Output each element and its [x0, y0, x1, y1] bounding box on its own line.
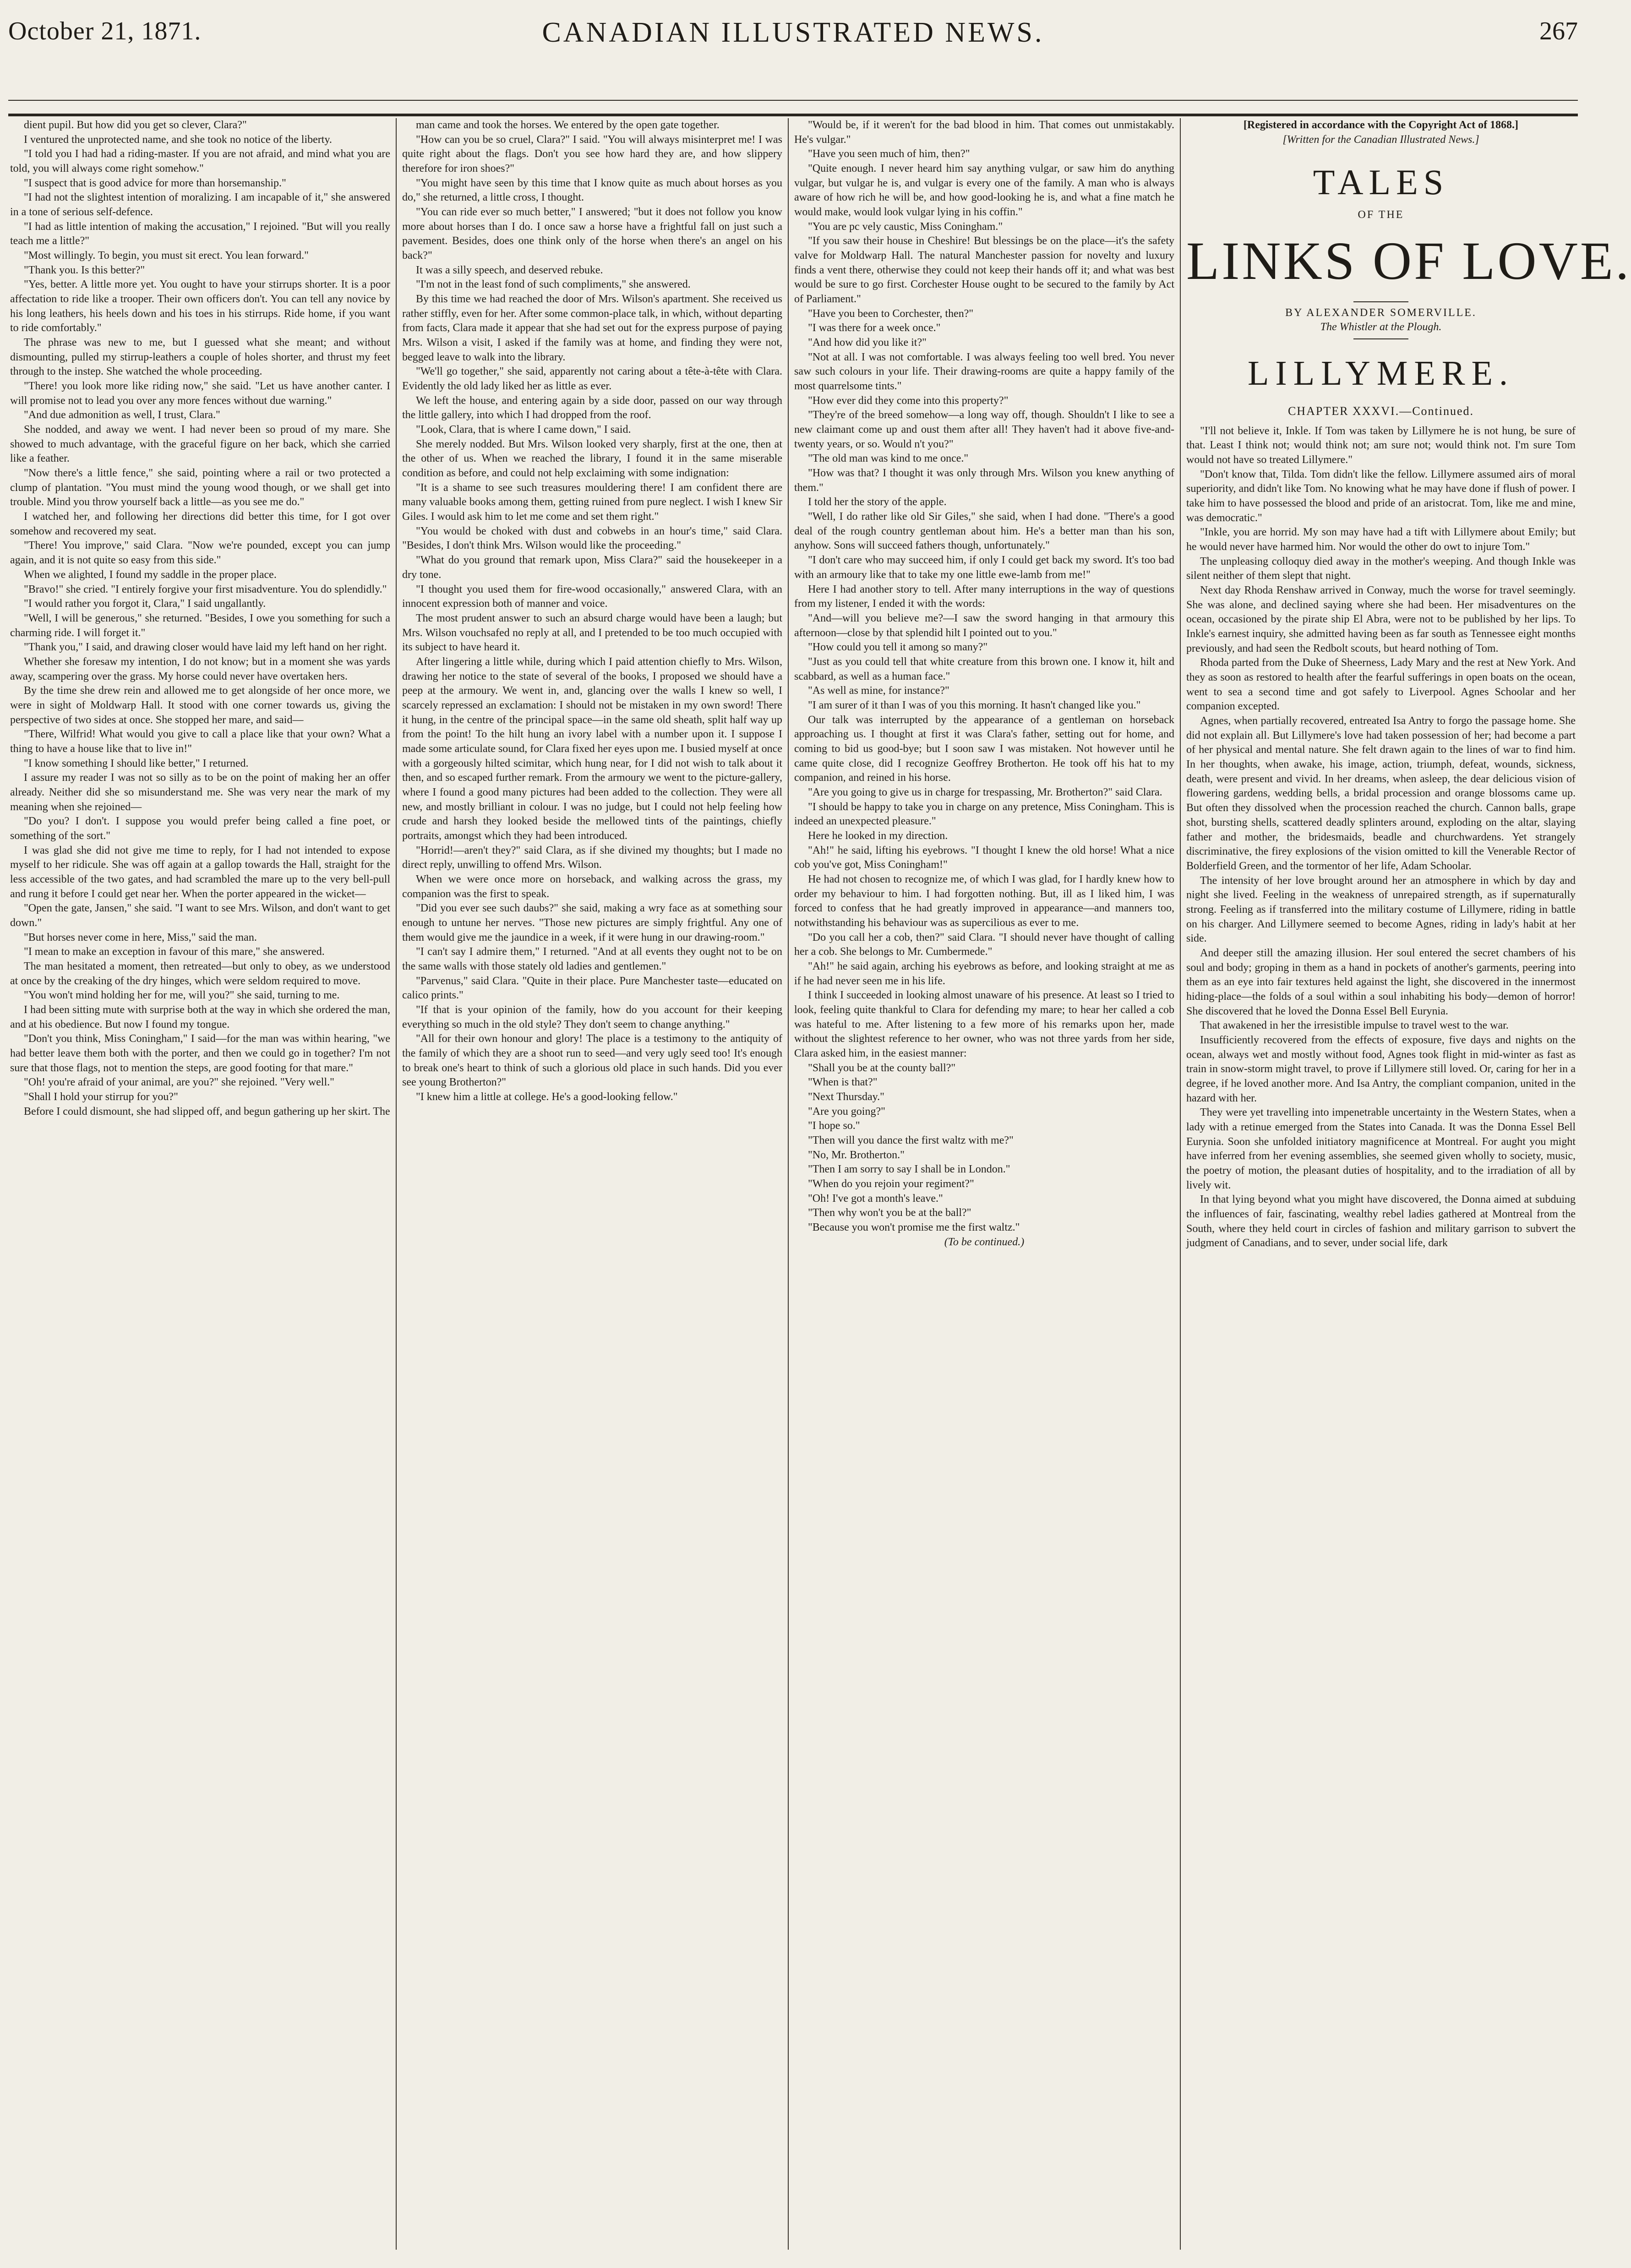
paragraph: "Then I am sorry to say I shall be in London." — [808, 1163, 1010, 1176]
paragraph: "Quite enough. I never heard him say anything vulgar, or saw him do anything vulgar, but vulgar he is, and vulgar is every one of the family. A man who is always aware of how rich he will be, and how good-looking he is, and what a fine match he would make, would look vulgar lying in his coffin." — [794, 163, 1174, 218]
paragraph: "But horses never come in here, Miss," said the man. — [24, 931, 257, 943]
paragraph: I watched her, and following her directions did better this time, for I got over somehow and recovered my seat. — [10, 511, 390, 537]
paragraph: "I should be happy to take you in charge on any pretence, Miss Coningham. This is indeed an unexpected pleasure." — [794, 801, 1174, 828]
paragraph: When we alighted, I found my saddle in the proper place. — [24, 568, 277, 581]
column-divider — [1180, 118, 1181, 2250]
paragraph: "I knew him a little at college. He's a good-looking fellow." — [416, 1091, 678, 1103]
paragraph: I think I succeeded in looking almost unaware of his presence. At least so I tried to look, feeling quite thankful to Clara for defending my mare; to hear her called a cob was hateful to me. After listening to a few more of his remarks upon her, made without the slightest reference to her owner, who was not three yards from her side, Clara asked him, in the easiest manner: — [794, 989, 1174, 1059]
paragraph: "I can't say I admire them," I returned. "And at all events they ought not to be on the same walls with those stately old ladies and gentlemen." — [402, 946, 782, 972]
paragraph: "You would be choked with dust and cobwebs in an hour's time," said Clara. "Besides, I don't think Mrs. Wilson would like the proceeding." — [402, 525, 782, 552]
written-for-notice: [Written for the Canadian Illustrated News.] — [1282, 133, 1479, 146]
paragraph: "Ah!" he said, lifting his eyebrows. "I thought I knew the old horse! What a nice cob you've got, Miss Coningham!" — [794, 844, 1174, 871]
paragraph: "How ever did they come into this property?" — [808, 394, 1009, 407]
paragraph: "What do you ground that remark upon, Miss Clara?" said the housekeeper in a dry tone. — [402, 554, 782, 581]
paragraph: "Look, Clara, that is where I came down," I said. — [416, 424, 631, 436]
paragraph: "I mean to make an exception in favour of this mare," she answered. — [24, 946, 325, 958]
paragraph: "As well as mine, for instance?" — [808, 685, 949, 697]
paragraph: "Did you ever see such daubs?" she said, making a wry face as at something sour enough to untune her nerves. "Those new pictures are simply frightful. Any one of them would give me the jaundice in a week, if it were hung in our drawing-room." — [402, 902, 782, 943]
paragraph: I had been sitting mute with surprise both at the way in which she ordered the man, and at his obedience. But now I found my tongue. — [10, 1003, 390, 1030]
paragraph: "Oh! I've got a month's leave." — [808, 1192, 943, 1205]
title-rule — [1353, 338, 1408, 339]
story-title: LILLYMERE. — [1248, 354, 1514, 393]
paragraph: "There! you look more like riding now," she said. "Let us have another canter. I will promise not to lead you over any more fences without due warning." — [10, 380, 390, 407]
paragraph: "I suspect that is good advice for more than horsemanship." — [24, 177, 286, 189]
paragraph: "You are pc vely caustic, Miss Coningham." — [808, 220, 1003, 233]
author-byline: BY ALEXANDER SOMERVILLE. — [1285, 306, 1477, 319]
paragraph: "When do you rejoin your regiment?" — [808, 1178, 974, 1190]
paragraph: "I thought you used them for fire-wood occasionally," answered Clara, with an innocent expression both of manner and voice. — [402, 583, 782, 610]
paragraph: "Oh! you're afraid of your animal, are you?" she rejoined. "Very well." — [24, 1076, 334, 1089]
paragraph: "There, Wilfrid! What would you give to call a place like that your own? What a thing to have a house like that to live in!" — [10, 728, 390, 755]
paragraph: "The old man was kind to me once." — [808, 453, 969, 465]
masthead-title: CANADIAN ILLUSTRATED NEWS. — [542, 17, 1044, 48]
column-divider — [396, 118, 397, 2250]
paragraph: "When is that?" — [808, 1076, 878, 1089]
paragraph: "Inkle, you are horrid. My son may have had a tift with Lillymere about Emily; but he would never have harmed him. Nor would the other do owt to injure Tom." — [1186, 526, 1576, 553]
page-number: 267 — [1539, 17, 1578, 45]
paragraph: After lingering a little while, during which I paid attention chiefly to Mrs. Wilson, drawing her notice to the state of several of the books, I proposed we should have a peep at the armoury. We went in, and, glancing over the walls I knew so well, I scarcely repressed an exclamation: I should not be mistaken in my own sword! There it hung, in the centre of the principal space—in the same old sheath, split half way up from the point! To the hilt hung an ivory label with a number upon it. I suppose I made some articulate sound, for Clara fixed her eyes upon me. I busied myself at once with a gorgeously hilted scimitar, which hung near, for I did not wish to talk about it then, and so escaped further remark. From the armoury we went to the picture-gallery, where I found a good many pictures had been added to the collection. They were all new, and mostly brilliant in colour. I was no judge, but I could not help feeling how crude and harsh they looked beside the mellowed tints of the paintings, chiefly portraits, amongst which they had been introduced. — [402, 655, 782, 842]
paragraph: I told her the story of the apple. — [808, 496, 947, 508]
paragraph: "And due admonition as well, I trust, Clara." — [24, 409, 220, 421]
paragraph: The most prudent answer to such an absurd charge would have been a laugh; but Mrs. Wilson vouchsafed no reply at all, and I pretended to be too much occupied with its subject to have heard it. — [402, 612, 782, 654]
paragraph: That awakened in her the irresistible impulse to travel west to the war. — [1200, 1020, 1509, 1032]
column-4-paragraphs — [1186, 424, 1576, 1251]
paragraph: "I don't care who may succeed him, if only I could get back my sword. It's too bad with an armoury like that to take my one little ewe-lamb from me!" — [794, 554, 1174, 581]
paragraph: "We'll go together," she said, apparently not caring about a tête-à-tête with Clara. Evidently the old lady liked her as little as ever. — [402, 365, 782, 393]
series-connector: OF THE — [1358, 209, 1404, 221]
paragraph: "You won't mind holding her for me, will you?" she said, turning to me. — [24, 989, 340, 1002]
paragraph: "And—will you believe me?—I saw the sword hanging in that armoury this afternoon—close by that splendid hilt I pointed out to you." — [794, 612, 1174, 639]
paragraph: "I had as little intention of making the accusation," I rejoined. "But will you really teach me a little?" — [10, 220, 390, 247]
paragraph: "I'll not believe it, Inkle. If Tom was taken by Lillymere he is not hung, be sure of that. Least I think not; would think not; am sure not; would think not. I'm sure Tom would not have so treated Lillymere." — [1186, 425, 1576, 466]
paragraph: Our talk was interrupted by the appearance of a gentleman on horseback approaching us. I thought at first it was Clara's father, setting out for home, and coming to bid us good-bye; but I soon saw I was mistaken. Not however until he came quite close, did I recognize Geoffrey Brotherton. He took off his hat to my companion, and reined in his horse. — [794, 714, 1174, 784]
paragraph: "Well, I will be generous," she returned. "Besides, I owe you something for such a charming ride. I will forget it." — [10, 612, 390, 639]
paragraph: "How was that? I thought it was only through Mrs. Wilson you knew anything of them." — [794, 467, 1174, 494]
paragraph: "Shall you be at the county ball?" — [808, 1062, 956, 1074]
column-3-paragraphs — [794, 118, 1174, 1235]
paragraph: "Then why won't you be at the ball?" — [808, 1207, 971, 1219]
paragraph: "They're of the breed somehow—a long way off, though. Shouldn't I like to see a new claimant come up and oust them after all! They haven't had it above five-and-twenty years, or so. Would n't you?" — [794, 409, 1174, 450]
book-title: LINKS OF LOVE. — [1186, 230, 1631, 291]
paragraph: "If that is your opinion of the family, how do you account for their keeping everything so much in the old style? They don't seem to change anything." — [402, 1003, 782, 1030]
paragraph: He had not chosen to recognize me, of which I was glad, for I hardly knew how to order my behaviour to him. I had forgotten nothing. But, ill as I liked him, I was forced to confess that he had greatly improved in appearance—and manners too, notwithstanding his behaviour was as supercilious as ever to me. — [794, 873, 1174, 929]
paragraph: She nodded, and away we went. I had never been so proud of my mare. She showed to much advantage, with the graceful figure on her back, which she carried like a feather. — [10, 424, 390, 465]
paragraph: "I hope so." — [808, 1120, 860, 1132]
column-1 — [10, 118, 390, 2259]
paragraph: I ventured the unprotected name, and she took no notice of the liberty. — [24, 133, 332, 146]
paragraph: By this time we had reached the door of Mrs. Wilson's apartment. She received us rather stiffly, even for her. After some common-place talk, in which, without departing from facts, Clara made it appear that she had set out for the express purpose of paying Mrs. Wilson a visit, I asked if the family was at home, and finding they were not, begged leave to walk into the library. — [402, 293, 782, 363]
issue-date: October 21, 1871. — [8, 17, 202, 45]
paragraph: "I am surer of it than I was of you this morning. It hasn't changed like you." — [808, 699, 1141, 711]
paragraph: "Would be, if it weren't for the bad blood in him. That comes out unmistakably. He's vulgar." — [794, 119, 1174, 146]
paragraph: "Ah!" he said again, arching his eyebrows as before, and looking straight at me as if he had never seen me in his life. — [794, 960, 1174, 987]
column-2 — [402, 118, 782, 2259]
to-be-continued: (To be continued.) — [944, 1236, 1025, 1248]
paragraph: "And how did you like it?" — [808, 337, 927, 349]
paragraph: "All for their own honour and glory! The place is a testimony to the antiquity of the family of which they are a shoot run to seed—and very ugly seed too! It's enough to break one's heart to think of such a glorious old place in such hands. Did you ever see young Brotherton?" — [402, 1033, 782, 1089]
paragraph: "I had not the slightest intention of moralizing. I am incapable of it," she answered in a tone of serious self-defence. — [10, 191, 390, 218]
page-header — [8, 8, 1578, 116]
paragraph: In that lying beyond what you might have discovered, the Donna aimed at subduing the influences of fair, fascinating, wealthy rebel ladies gathered at Montreal from the South, where they held court in circles of fashion and military garrison to subvert the judgment of Canadians, and to sever, under social life, dark — [1186, 1194, 1576, 1249]
paragraph: I was glad she did not give me time to reply, for I had not intended to expose myself to her ridicule. She was off again at a gallop towards the Hall, straight for the less accessible of the two gates, and had scrambled the mare up to the very bell-pull and rung it before I could get near her. When the porter appeared in the wicket— — [10, 844, 390, 900]
paragraph: Agnes, when partially recovered, entreated Isa Antry to forgo the passage home. She did not explain all. But Lillymere's love had taken possession of her; had become a part of her physical and mental nature. She felt drawn again to the lines of war to find him. In her thoughts, when awake, his image, action, triumph, defeat, wounds, sickness, death, were present and vivid. In her dreams, when asleep, the dear delicious vision of flowering gardens, wedding bells, a bridal procession and orange blossoms came up. But often they dissolved when the procession reached the church. Cannon balls, grape shot, bursting shells, scattered deadly splinters around, exploding on the altar, slaying father and mother, the bridesmaids, beadle and churchwardens. Yet strangely discriminative, the firey explosions of the vision omitted to kill the Venerable Rector of Bolderfield Green, and the tormentor of her life, Adam Schoolar. — [1186, 715, 1576, 872]
paragraph: "Well, I do rather like old Sir Giles," she said, when I had done. "There's a good deal of the rough country gentleman about him. He's a better man than his son, anyhow. Sons will succeed fathers though, unfortunately." — [794, 511, 1174, 552]
paragraph: "Have you seen much of him, then?" — [808, 148, 970, 160]
column-divider — [788, 118, 789, 2250]
paragraph: "Thank you," I said, and drawing closer would have laid my left hand on her right. — [24, 641, 387, 654]
paragraph: Rhoda parted from the Duke of Sheerness, Lady Mary and the rest at New York. And they as soon as restored to health after the fearful sufferings in open boats on the ocean, went to sea a second time and got safely to Liverpool. Agnes Schoolar and her companion excepted. — [1186, 657, 1576, 713]
paragraph: "If you saw their house in Cheshire! But blessings be on the place—it's the safety valve for Moldwarp Hall. The natural Manchester passion for novelty and luxury finds a vent there, otherwise they could not keep their hands off it; and what was best would be sure to go first. Corchester House ought to be secured to the family by Act of Parliament." — [794, 235, 1174, 305]
paragraph: "Do you? I don't. I suppose you would prefer being called a fine poet, or something of the sort." — [10, 815, 390, 842]
paragraph: And deeper still the amazing illusion. Her soul entered the secret chambers of his soul and body; groping in them as a hand in pockets of another's garments, peering into them as an eye into fair textures held against the light, she discovered in the innermost hiding-place—the folds of a soul within a soul inhabiting his body—demon of horror! She discovered that he loved the Donna Essel Bell Eurynia. — [1186, 947, 1576, 1017]
paragraph: "Thank you. Is this better?" — [24, 264, 145, 276]
paragraph: They were yet travelling into impenetrable uncertainty in the Western States, when a lady with a retinue emerged from the States into Canada. It was the Donna Essel Bell Eurynia. Soon she unfolded initiatory magnificence at Montreal. For aught you might have inferred from her evening assemblies, she seemed given wholly to society, music, the poetry of motion, the pleasant duties of hospitality, and to the irradiation of all by lively wit. — [1186, 1107, 1576, 1191]
paragraph: "Shall I hold your stirrup for you?" — [24, 1091, 178, 1103]
paragraph: "Are you going?" — [808, 1105, 885, 1118]
paragraph: Here I had another story to tell. After many interruptions in the way of questions from my listener, I ended it with the words: — [794, 583, 1174, 610]
paragraph: "Now there's a little fence," she said, pointing where a rail or two protected a clump of plantation. "You must mind the young wood though, or we shall get into trouble. Mind you throw yourself back a little—as you see me do." — [10, 467, 390, 508]
paragraph: "Just as you could tell that white creature from this brown one. I know it, hilt and scabbard, as well as a human face." — [794, 655, 1174, 682]
series-title: TALES — [1313, 162, 1449, 202]
paragraph: It was a silly speech, and deserved rebuke. — [416, 264, 603, 276]
paragraph: "Open the gate, Jansen," she said. "I want to see Mrs. Wilson, and don't want to get down." — [10, 902, 390, 929]
paragraph: "Don't you think, Miss Coningham," I said—for the man was within hearing, "we had better leave them both with the porter, and then we could go in together? I'm not sure that those flags, not to mention the steps, are good footing for that mare." — [10, 1033, 390, 1074]
paragraph: "Next Thursday." — [808, 1091, 884, 1103]
paragraph: "Because you won't promise me the first waltz." — [808, 1221, 1020, 1234]
paragraph: She merely nodded. But Mrs. Wilson looked very sharply, first at the one, then at the other of us. When we reached the library, I found it in the same miserable condition as before, and could not help exclaiming with some indignation: — [402, 438, 782, 480]
paragraph: "There! You improve," said Clara. "Now we're pounded, except you can jump again, and it is not quite so easy from this side." — [10, 540, 390, 567]
paragraph: Insufficiently recovered from the effects of exposure, five days and nights on the ocean, always wet and mostly without food, Agnes took flight in mid-winter as fast as train in snow-storm might travel, to prove if Lillymere still loved. Or, caring for her in a degree, if he loved another more. And Isa Antry, the compliant companion, united in the hazard with her. — [1186, 1034, 1576, 1104]
paragraph: "Then will you dance the first waltz with me?" — [808, 1134, 1014, 1147]
paragraph: "Horrid!—aren't they?" said Clara, as if she divined my thoughts; but I made no direct reply, unwilling to offend Mrs. Wilson. — [402, 844, 782, 871]
paragraph: "Don't know that, Tilda. Tom didn't like the fellow. Lillymere assumed airs of moral superiority, and didn't like Tom. No knowing what he may have done if flush of power. I take him to have possessed the blood and pride of an aristocrat. Tom, like me and mine, was democratic." — [1186, 468, 1576, 524]
paragraph: "Yes, better. A little more yet. You ought to have your stirrups shorter. It is a poor affectation to ride like a trooper. Their own officers don't. You can tell any novice by his long leathers, his heels down and his toes in his stirrups. Ride home, if you want to ride comfortably." — [10, 278, 390, 334]
title-rule — [1353, 301, 1408, 302]
paragraph: "I was there for a week once." — [808, 322, 941, 334]
paragraph: Whether she foresaw my intention, I do not know; but in a moment she was yards away, scampering over the grass. My horse could never have overtaken hers. — [10, 655, 390, 682]
paragraph: When we were once more on horseback, and walking across the grass, my companion was the first to speak. — [402, 873, 782, 900]
column-3 — [794, 118, 1174, 2259]
header-rule — [8, 100, 1578, 101]
paragraph: man came and took the horses. We entered by the open gate together. — [416, 119, 720, 131]
paragraph: dient pupil. But how did you get so clever, Clara?" — [24, 119, 247, 131]
paragraph: "I know something I should like better," I returned. — [24, 757, 249, 769]
author-epithet: The Whistler at the Plough. — [1320, 321, 1442, 333]
paragraph: "No, Mr. Brotherton." — [808, 1149, 905, 1161]
paragraph: "Parvenus," said Clara. "Quite in their place. Pure Manchester taste—educated on calico prints." — [402, 975, 782, 1002]
column-4 — [1186, 118, 1631, 2259]
paragraph: "Not at all. I was not comfortable. I was always feeling too well bred. You never saw such colours in your life. Their drawing-rooms are quite a happy family of the most quarrelsome tints." — [794, 351, 1174, 393]
paragraph: The phrase was new to me, but I guessed what she meant; and without dismounting, pulled my stirrup-leathers a couple of holes shorter, and thrust my feet through to the instep. She watched the whole proceeding. — [10, 337, 390, 378]
paragraph: The man hesitated a moment, then retreated—but only to obey, as we understood at once by the creaking of the dry hinges, which were seldom required to move. — [10, 960, 390, 987]
paragraph: The intensity of her love brought around her an atmosphere in which by day and night she lived. Feeling in the weakness of unrepaired strength, as if supernaturally strong. Feeling as if transferred into the military costume of Lillymere, riding in battle on his charger. And Lillymere seemed to become Agnes, riding in lady's habit at her side. — [1186, 874, 1576, 945]
chapter-heading: CHAPTER XXXVI.—Continued. — [1287, 404, 1474, 418]
paragraph: "I'm not in the least fond of such compliments," she answered. — [416, 278, 691, 291]
paragraph: We left the house, and entering again by a side door, passed on our way through the little gallery, into which I had dropped from the roof. — [402, 394, 782, 421]
paragraph: By the time she drew rein and allowed me to get alongside of her once more, we were in sight of Moldwarp Hall. It stood with one corner towards us, giving the perspective of two sides at once. She stopped her mare, and said— — [10, 685, 390, 726]
paragraph: Before I could dismount, she had slipped off, and begun gathering up her skirt. The — [24, 1105, 390, 1118]
paragraph: "Bravo!" she cried. "I entirely forgive your first misadventure. You do splendidly." — [24, 583, 387, 595]
paragraph: I assure my reader I was not so silly as to be on the point of making her an offer already. Neither did she so misunderstand me. She was very near the mark of my meaning when she rejoined— — [10, 772, 390, 813]
copyright-notice: [Registered in accordance with the Copyright Act of 1868.] — [1243, 119, 1519, 131]
paragraph: "How could you tell it among so many?" — [808, 641, 988, 654]
paragraph: "How can you be so cruel, Clara?" I said. "You will always misinterpret me! I was quite right about the flags. Don't you see how hard they are, and how slippery therefore for iron shoes?" — [402, 133, 782, 175]
paragraph: "Are you going to give us in charge for trespassing, Mr. Brotherton?" said Clara. — [808, 786, 1162, 798]
paragraph: "I told you I had had a riding-master. If you are not afraid, and mind what you are told, you will always come right somehow." — [10, 148, 390, 175]
paragraph: "It is a shame to see such treasures mouldering there! I am confident there are many valuable books among them, getting ruined from pure neglect. I wish I knew Sir Giles. I would ask him to let me come and set them right." — [402, 481, 782, 523]
paragraph: "Most willingly. To begin, you must sit erect. You lean forward." — [24, 250, 309, 262]
paragraph: The unpleasing colloquy died away in the mother's weeping. And though Inkle was silent neither of them slept that night. — [1186, 555, 1576, 582]
paragraph: "You can ride ever so much better," I answered; "but it does not follow you know more about horses than I do. I once saw a horse have a frightful fall on just such a pavement. Besides, does one think only of the horse when there's an angel on his back?" — [402, 206, 782, 262]
paragraph: "You might have seen by this time that I know quite as much about horses as you do," she returned, a little cross, I thought. — [402, 177, 782, 204]
paragraph: "Do you call her a cob, then?" said Clara. "I should never have thought of calling her a cob. She belongs to Mr. Cumbermede." — [794, 931, 1174, 958]
paragraph: Next day Rhoda Renshaw arrived in Conway, much the worse for travel seemingly. She was alone, and declined saying where she had been. Her misadventures on the ocean, occasioned by the pirate ship El Abra, were not to be published by her lips. To Inkle's earnest inquiry, she admitted having been as far south as Tennessee eight months previously, and had seen the Redbolt scouts, but heard nothing of Tom. — [1186, 584, 1576, 654]
paragraph: Here he looked in my direction. — [808, 829, 948, 842]
paragraph: "I would rather you forgot it, Clara," I said ungallantly. — [24, 598, 266, 610]
paragraph: "Have you been to Corchester, then?" — [808, 307, 974, 320]
